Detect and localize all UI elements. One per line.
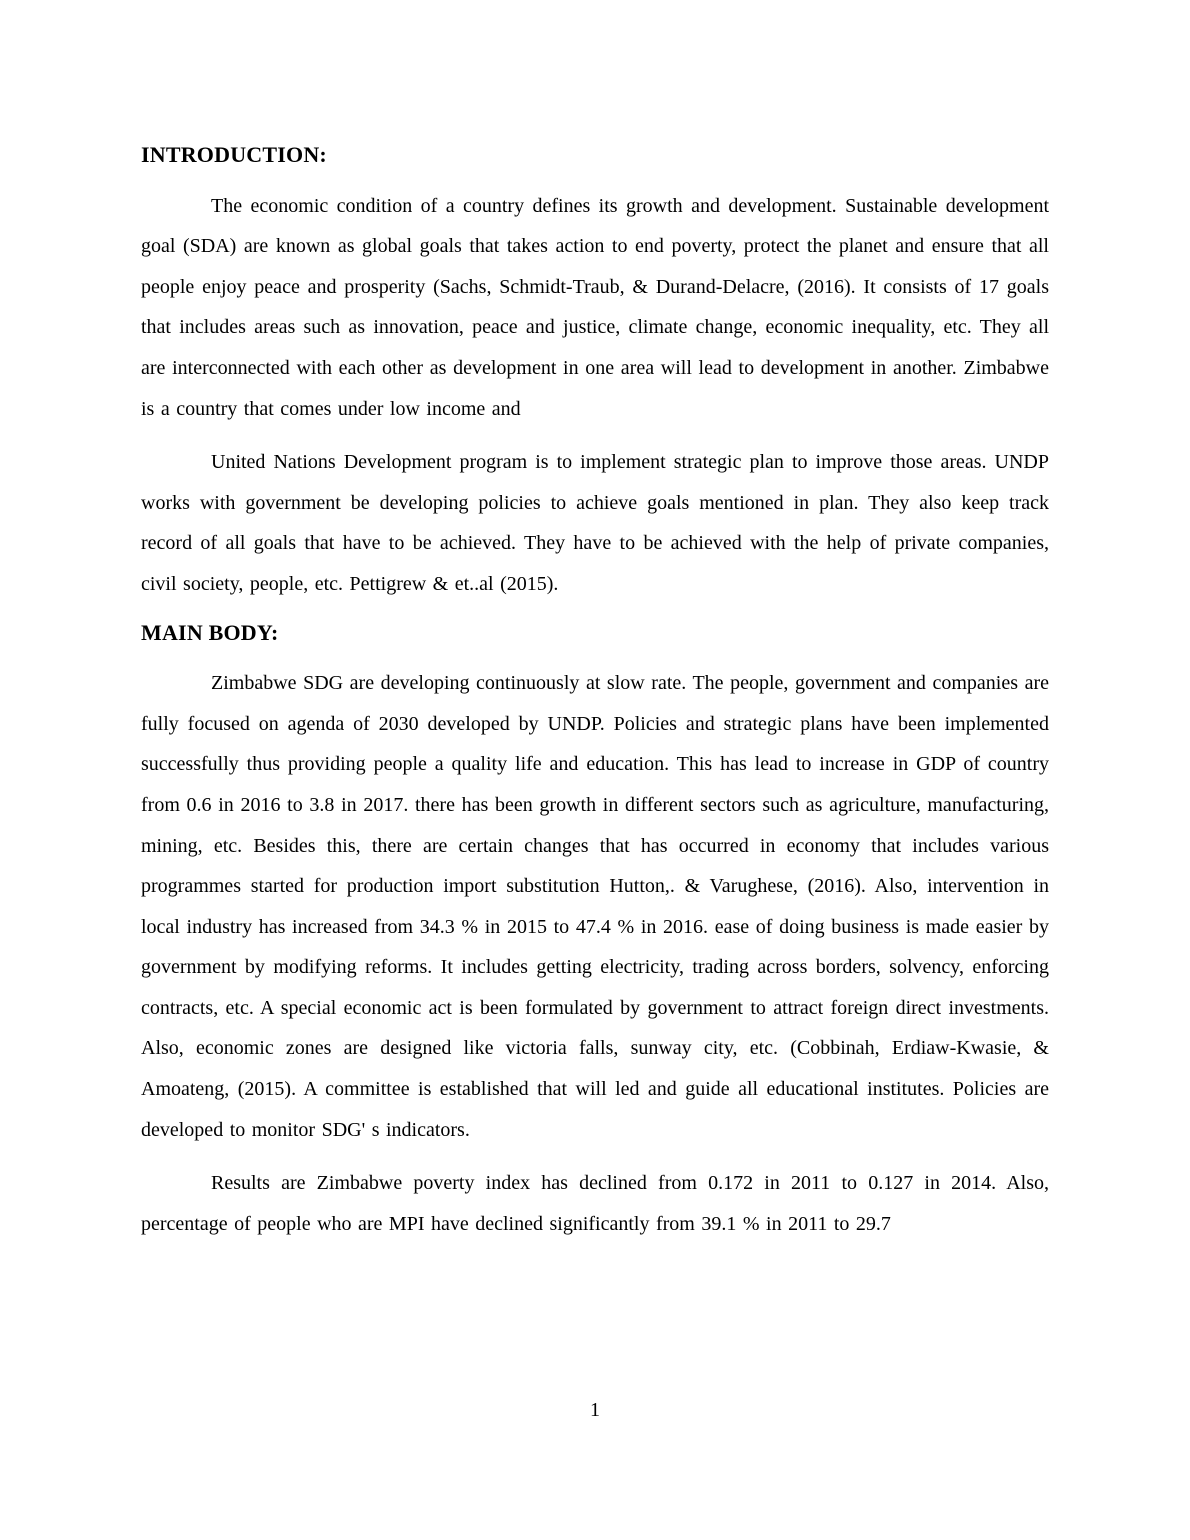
paragraph-main-body-2: Results are Zimbabwe poverty index has declined from 0.172 in 2011 to 0.127 in 2014. Also, percentage of people who are MPI have declined significantly from 39.1 % in 2011 to 29.7 xyxy=(141,1172,1049,1235)
paragraph-introduction-2: United Nations Development program is to implement strategic plan to improve those areas. UNDP works with government be developing policies to achieve goals mentioned in plan. They also keep track record of all goals that have to be achieved. They have to be achieved with the help of private companies, civil society, people, etc. Pettigrew & et..al (2015). xyxy=(141,451,1049,595)
page-number: 1 xyxy=(590,1399,600,1421)
section-heading-introduction: INTRODUCTION: xyxy=(141,142,327,167)
paragraph-main-body-1: Zimbabwe SDG are developing continuously at slow rate. The people, government and companies are fully focused on agenda of 2030 developed by UNDP. Policies and strategic plans have been implemented successfully thus providing people a quality life and education. This has lead to increase in GDP of country from 0.6 in 2016 to 3.8 in 2017. there has been growth in different sectors such as agriculture, manufacturing, mining, etc. Besides this, there are certain changes that has occurred in economy that includes various programmes started for production import substitution Hutton,. & Varughese, (2016). Also, intervention in local industry has increased from 34.3 % in 2015 to 47.4 % in 2016. ease of doing business is made easier by government by modifying reforms. It includes getting electricity, trading across borders, solvency, enforcing contracts, etc. A special economic act is been formulated by government to attract foreign direct investments. Also, economic zones are designed like victoria falls, sunway city, etc. (Cobbinah, Erdiaw-Kwasie, & Amoateng, (2015). A committee is established that will led and guide all educational institutes. Policies are developed to monitor SDG' s indicators. xyxy=(141,672,1049,1141)
section-heading-main-body: MAIN BODY: xyxy=(141,619,279,645)
paragraph-introduction-1: The economic condition of a country defines its growth and development. Sustainable development goal (SDA) are known as global goals that takes action to end poverty, protect the planet and ensure that all people enjoy peace and prosperity (Sachs, Schmidt-Traub, & Durand-Delacre, (2016). It consists of 17 goals that includes areas such as innovation, peace and justice, climate change, economic inequality, etc. They all are interconnected with each other as development in one area will lead to development in another. Zimbabwe is a country that comes under low income and xyxy=(141,194,1049,420)
